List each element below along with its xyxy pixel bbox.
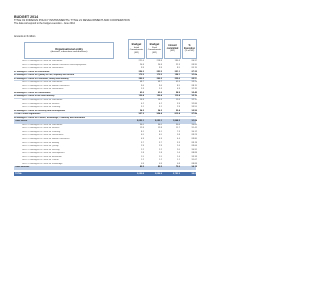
row-label: DEVCO Managers in Office for Quality	[22, 145, 59, 148]
row-label: 04 Manager's Office for Governance	[14, 91, 51, 94]
row-final-commitments: 16.9	[157, 99, 162, 102]
row-amount-committed: 221.1	[174, 70, 180, 73]
row-initial-commitments: 1.5	[141, 155, 144, 158]
row-label: DEVCO Managers in Office for Human Resources	[22, 84, 70, 87]
row-final-commitments: 3,056.9	[154, 172, 162, 175]
row-initial-commitments: 2.9	[141, 145, 144, 148]
row-initial-commitments: 24.8	[139, 63, 144, 66]
row-final-commitments: 2.2	[159, 148, 162, 151]
row-amount-committed: 1.4	[177, 155, 180, 158]
row-amount-committed: 2.6	[177, 145, 180, 148]
row-label: DEVCO Managers in Office for Governance	[22, 134, 64, 137]
row-final-commitments: 9.6	[159, 84, 162, 87]
row-amount-committed: 2.0	[177, 148, 180, 151]
row-initial-commitments: 0.9	[141, 162, 144, 165]
row-initial-commitments: 3,059.8	[136, 172, 144, 175]
row-label: 08 Manager's Office for Culture, Knowledge, Creativity and Innovation	[14, 116, 86, 119]
row-execution-percent: 90.12	[191, 130, 197, 133]
row-execution-percent: 82.57	[191, 77, 197, 80]
row-amount-committed: 72.6	[175, 166, 180, 169]
row-initial-commitments: 63.6	[139, 91, 144, 94]
row-initial-commitments: 2,052.1	[136, 120, 144, 123]
amounts-note: Amounts in € million	[14, 35, 36, 38]
row-execution-percent: 93.24	[191, 81, 197, 84]
row-initial-commitments: 48.7	[139, 81, 144, 84]
row-execution-percent: 89.80	[191, 138, 197, 141]
header-col4-unit: (% of M€)	[184, 50, 195, 53]
header-org-title: Organisational entity	[55, 46, 83, 51]
row-initial-commitments: 24.2	[139, 109, 144, 112]
row-final-commitments: 24.2	[157, 109, 162, 112]
row-initial-commitments: 6.5	[141, 134, 144, 137]
row-final-commitments: 924.4	[156, 113, 162, 116]
row-initial-commitments: 2.2	[141, 148, 144, 151]
row-execution-percent: 88.89	[191, 152, 197, 155]
header-col4-title: % Execution	[184, 44, 195, 50]
row-amount-committed: 11.7	[175, 127, 180, 130]
header-col1-cell	[128, 39, 145, 59]
row-label: DEVCO Managers in Office for Knowledge	[22, 162, 63, 165]
row-amount-committed: 112.4	[174, 95, 180, 98]
row-execution-percent: 93.55	[191, 106, 197, 109]
row-final-commitments: 34.0	[157, 123, 162, 126]
row-initial-commitments: 34.0	[139, 123, 144, 126]
row-label: DEVCO Managers in Office for Finance	[22, 102, 60, 105]
row-amount-committed: 190.3	[174, 60, 180, 62]
row-execution-percent: 89.95	[191, 63, 197, 66]
row-amount-committed: 22.4	[175, 109, 180, 112]
row-initial-commitments: 16.9	[139, 99, 144, 102]
row-amount-committed: 158.1	[174, 74, 180, 77]
row-initial-commitments: 172.5	[138, 74, 144, 77]
row-label: 02 Manager's Office for Quality of Life, Equality and Decent	[14, 74, 75, 77]
row-label: 01 Manager's Office for Directorate	[14, 70, 50, 73]
row-execution-percent: 88.89	[191, 162, 197, 165]
row-amount-committed: 45.4	[175, 81, 180, 84]
row-label: DEVCO Managers in Office for Directorate	[22, 60, 63, 62]
row-execution-percent: 92.35	[191, 88, 197, 91]
row-execution-percent: 90.19	[191, 166, 197, 169]
row-label: DEVCO Managers in Office for Planning	[22, 106, 61, 109]
row-final-commitments: 63.6	[157, 91, 162, 94]
row-execution-percent: 92.56	[191, 109, 197, 112]
row-initial-commitments: 80.5	[139, 166, 144, 169]
row-amount-committed: 8.5	[177, 84, 180, 87]
row-execution-percent: 91.41	[191, 127, 197, 130]
row-label: 03 Manager's Office of Protection, Safety and Mobility	[14, 77, 69, 80]
row-final-commitments: 5.3	[159, 88, 162, 91]
row-final-commitments: 3.1	[159, 106, 162, 109]
document-note: The data correspond to the budget execution - June 2014	[14, 22, 75, 26]
row-final-commitments: 0.9	[159, 162, 162, 165]
row-label: DEVCO Managers in Office for Directorate	[22, 81, 63, 84]
row-amount-committed: 1.6	[177, 152, 180, 155]
row-label: DEVCO Managers in Office for Innovation	[22, 155, 62, 158]
row-label: DEVCO Managers in Office for Directorate	[22, 123, 63, 126]
row-label: DEVCO Managers in Office for Culture	[22, 159, 59, 162]
document-title: BUDGET 2014	[14, 15, 39, 19]
row-initial-commitments: 221.6	[138, 60, 144, 62]
header-col2-unit: (M€)	[152, 51, 157, 54]
row-execution-percent: 91.67	[191, 159, 197, 162]
row-initial-commitments: 12.8	[139, 127, 144, 130]
row-amount-committed: 1,868.2	[172, 120, 180, 123]
row-initial-commitments: 1.2	[141, 159, 144, 162]
header-col2-cell	[146, 39, 163, 59]
row-final-commitments: 3.7	[159, 141, 162, 144]
row-amount-committed: 15.6	[175, 99, 180, 102]
row-execution-percent: 93.35	[191, 95, 197, 98]
row-final-commitments: 24.8	[157, 63, 162, 66]
row-initial-commitments: 3.1	[141, 106, 144, 109]
row-final-commitments: 120.4	[156, 95, 162, 98]
row-initial-commitments: 927.2	[138, 113, 144, 116]
row-initial-commitments: 9.9	[141, 67, 144, 70]
row-label: DEVCO Managers in Office for Development	[22, 152, 65, 155]
table-row-total	[14, 166, 196, 170]
row-execution-percent: 88.15	[191, 84, 197, 87]
row-initial-commitments: 290.2	[138, 77, 144, 80]
row-amount-committed: 4.9	[177, 88, 180, 91]
row-execution-percent: 89.66	[191, 145, 197, 148]
row-amount-committed: 2,753.2	[172, 172, 180, 175]
row-label: 05 Manager's Office of the Next Mobility	[14, 95, 55, 98]
row-initial-commitments: 5.3	[141, 88, 144, 91]
header-col1-unit: (M€)	[134, 51, 139, 54]
row-label: Total Services	[15, 166, 30, 169]
row-execution-percent: 87.23	[191, 70, 197, 73]
row-amount-committed: 239.6	[174, 77, 180, 80]
table-body	[14, 60, 196, 176]
row-amount-committed: 4.4	[177, 138, 180, 141]
row-initial-commitments: 9.6	[141, 84, 144, 87]
row-final-commitments: 290.2	[156, 77, 162, 80]
row-amount-committed: 5.8	[177, 134, 180, 137]
row-label: Total Sector	[15, 120, 28, 123]
row-initial-commitments: 3.7	[141, 141, 144, 144]
table-row-grand-total	[14, 172, 196, 176]
header-col1-title: Budget	[131, 42, 142, 47]
row-final-commitments: 2.9	[159, 145, 162, 148]
row-execution-percent: 91.64	[191, 74, 197, 77]
row-label: DEVCO Managers in Office for Mobility	[22, 141, 60, 144]
header-org-cell	[24, 42, 114, 59]
row-execution-percent: 86.97	[191, 60, 197, 62]
row-label: TOTAL Fund/Programmes	[14, 113, 41, 116]
row-final-commitments: 172.5	[156, 74, 162, 77]
row-amount-committed: 3.9	[177, 102, 180, 105]
row-label: DEVCO Managers in Office for Human Resources and Employment	[22, 63, 87, 66]
row-execution-percent: 92.45	[191, 91, 197, 94]
row-initial-commitments: 8.1	[141, 130, 144, 133]
row-execution-percent: 85.70	[191, 67, 197, 70]
row-execution-percent: 93.33	[191, 155, 197, 158]
row-amount-committed: 3.3	[177, 141, 180, 144]
table-header	[14, 39, 196, 59]
row-label: TOTAL	[15, 172, 22, 175]
row-final-commitments: 1.5	[159, 155, 162, 158]
row-execution-percent: 87.88	[191, 113, 197, 116]
header-col3-cell	[164, 39, 181, 59]
document-header	[14, 15, 204, 25]
row-label: DEVCO Managers in Office for Planning	[22, 130, 61, 133]
row-final-commitments: 253.5	[156, 70, 162, 73]
row-execution-percent: 89.19	[191, 141, 197, 144]
header-col2-sub: Final Commitments	[147, 46, 162, 52]
row-final-commitments: 9.9	[159, 67, 162, 70]
row-execution-percent: 91.04	[191, 120, 197, 123]
row-label: DEVCO Managers in Office for Directorate	[22, 99, 63, 102]
header-org-subtitle: (divisions, subsections and directives)	[50, 50, 88, 53]
header-col2-title: Budget	[149, 42, 160, 47]
row-label: DEVCO Managers in Office for Security	[22, 148, 60, 151]
row-final-commitments: 4.2	[159, 102, 162, 105]
budget-table	[14, 39, 196, 176]
row-initial-commitments: 256.3	[138, 70, 144, 73]
row-execution-percent: 90.00	[191, 123, 197, 126]
row-final-commitments: 8.1	[159, 130, 162, 133]
row-final-commitments: 48.7	[157, 81, 162, 84]
row-final-commitments: 1.2	[159, 159, 162, 162]
row-final-commitments: 6.5	[159, 134, 162, 137]
row-execution-percent: 92.86	[191, 102, 197, 105]
row-amount-committed: 30.6	[175, 123, 180, 126]
row-amount-committed: 2.9	[177, 106, 180, 109]
row-execution-percent: 90.07	[191, 172, 197, 175]
row-initial-commitments: 120.4	[138, 95, 144, 98]
row-final-commitments: 80.5	[157, 166, 162, 169]
row-amount-committed: 7.3	[177, 130, 180, 133]
row-final-commitments: 2,052.1	[154, 120, 162, 123]
row-label: 06 Manager's Office for Security and Development	[14, 109, 66, 112]
row-label: DEVCO Managers in Office for Governance	[22, 67, 64, 70]
row-amount-committed: 58.8	[175, 91, 180, 94]
row-final-commitments: 4.9	[159, 138, 162, 141]
document-subtitle: TITLE 19 FOREIGN POLICY INSTRUMENTS / TITLE 21 DEVELOPMENT AND COOPERATION	[14, 19, 130, 23]
row-initial-commitments: 4.2	[141, 102, 144, 105]
row-final-commitments: 218.8	[156, 60, 162, 62]
header-col3-unit: (M€)	[170, 50, 175, 53]
row-amount-committed: 0.8	[177, 162, 180, 165]
header-col1-sub: Initial Commitments	[129, 46, 144, 52]
row-initial-commitments: 1.8	[141, 152, 144, 155]
row-initial-commitments: 4.9	[141, 138, 144, 141]
row-amount-committed: 1.1	[177, 159, 180, 162]
header-col3-title: Amount committed	[166, 44, 179, 50]
row-final-commitments: 1.8	[159, 152, 162, 155]
header-col4-cell	[182, 39, 197, 59]
row-amount-committed: 22.3	[175, 63, 180, 66]
row-amount-committed: 812.4	[174, 113, 180, 116]
row-amount-committed: 8.5	[177, 67, 180, 70]
row-label: DEVCO Managers in Office for Human Resources	[22, 138, 70, 141]
row-label: DEVCO Managers in Office for Finance	[22, 127, 60, 130]
row-execution-percent: 90.91	[191, 148, 197, 151]
row-execution-percent: 92.31	[191, 99, 197, 102]
row-final-commitments: 12.8	[157, 127, 162, 130]
row-execution-percent: 89.23	[191, 134, 197, 137]
row-label: DEVCO Managers in Office for Governance	[22, 88, 64, 91]
